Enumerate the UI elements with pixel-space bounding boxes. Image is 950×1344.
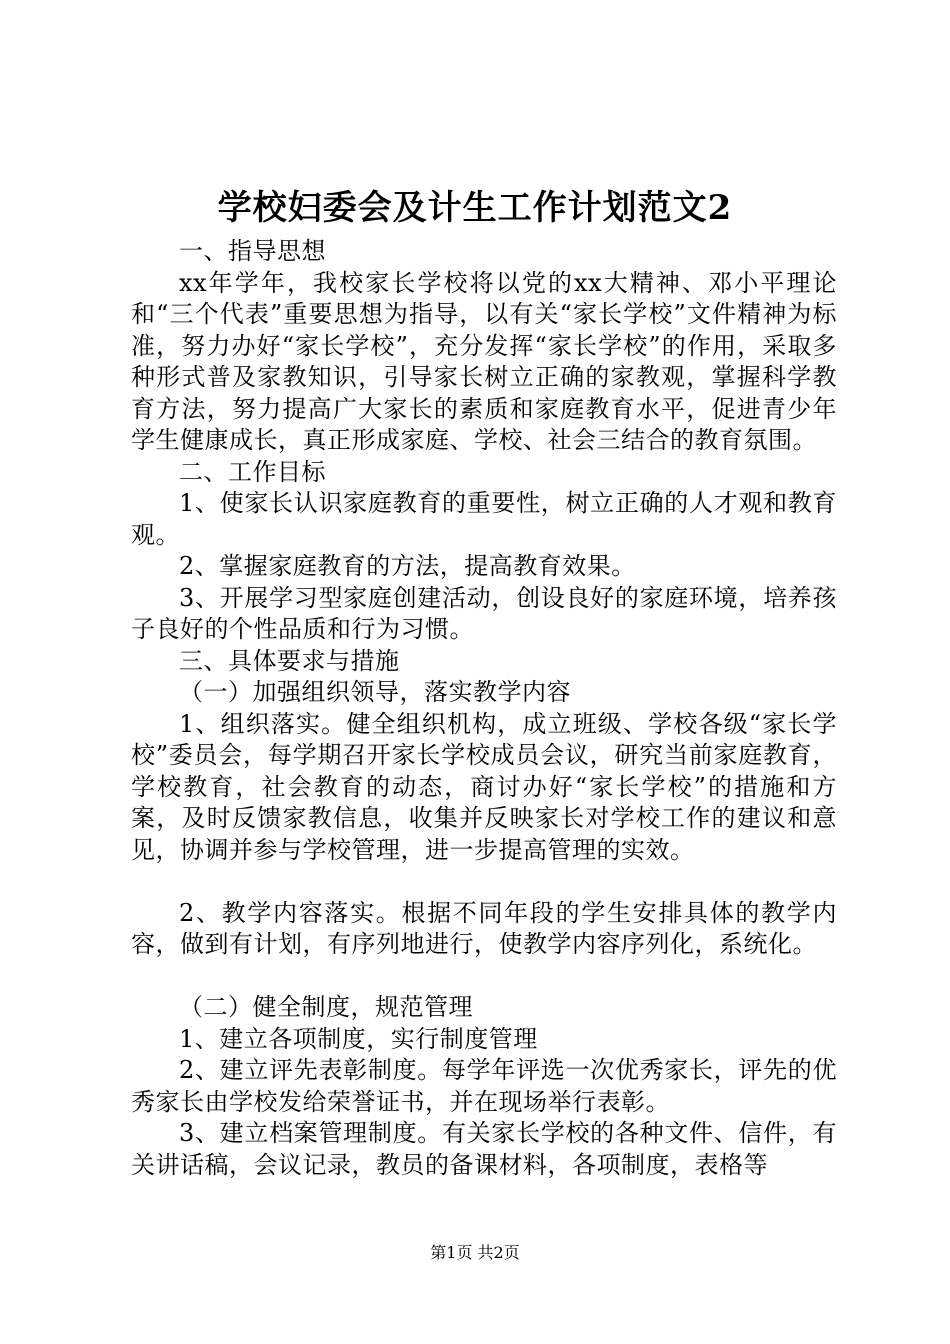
paragraph-goal-3: 3、开展学习型家庭创建活动，创设良好的家庭环境，培养孩子良好的个性品质和行为习惯。 — [131, 583, 837, 643]
document-title: 学校妇委会及计生工作计划范文2 — [217, 188, 733, 228]
subsection-heading-system: （二）健全制度，规范管理 — [179, 993, 473, 1021]
section-heading-guiding-ideology: 一、指导思想 — [179, 237, 326, 265]
paragraph-system-2: 2、建立评先表彰制度。每学年评选一次优秀家长，评先的优秀家长由学校发给荣誉证书，并在现场举行表彰。 — [131, 1056, 837, 1116]
paragraph-goal-1: 1、使家长认识家庭教育的重要性，树立正确的人才观和教育观。 — [131, 489, 837, 549]
page-number-footer: 第1页 共2页 — [430, 1243, 520, 1262]
paragraph-system-3: 3、建立档案管理制度。有关家长学校的各种文件、信件，有关讲话稿，会议记录，教员的备课材料，各项制度，表格等 — [131, 1119, 837, 1179]
section-heading-work-goals: 二、工作目标 — [179, 457, 326, 486]
section-heading-requirements: 三、具体要求与措施 — [179, 646, 400, 675]
paragraph-system-1: 1、建立各项制度，实行制度管理 — [179, 1024, 538, 1053]
paragraph-organization: 1、组织落实。健全组织机构，成立班级、学校各级“家长学校”委员会，每学期召开家长学校成员会议，研究当前家庭教育，学校教育，社会教育的动态，商讨办好“家长学校”的措施和方案，及时反馈家教信息，收集并反映家长对学校工作的建议和意见，协调并参与学校管理，进一步提高管理的实效。 — [131, 709, 837, 864]
subsection-heading-organization: （一）加强组织领导，落实教学内容 — [179, 678, 571, 706]
paragraph-goal-2: 2、掌握家庭教育的方法，提高教育效果。 — [179, 552, 636, 580]
paragraph-teaching-content: 2、教学内容落实。根据不同年段的学生安排具体的教学内容，做到有计划，有序列地进行，使教学内容序列化，系统化。 — [131, 898, 837, 958]
document-body — [131, 236, 837, 1181]
paragraph-guiding-ideology: xx年学年，我校家长学校将以党的xx大精神、邓小平理论和“三个代表”重要思想为指导，以有关“家长学校”文件精神为标准，努力办好“家长学校”，充分发挥“家长学校”的作用，采取多种形式普及家教知识，引导家长树立正确的家教观，掌握科学教育方法，努力提高广大家长的素质和家庭教育水平，促进青少年学生健康成长，真正形成家庭、学校、社会三结合的教育氛围。 — [131, 268, 837, 454]
